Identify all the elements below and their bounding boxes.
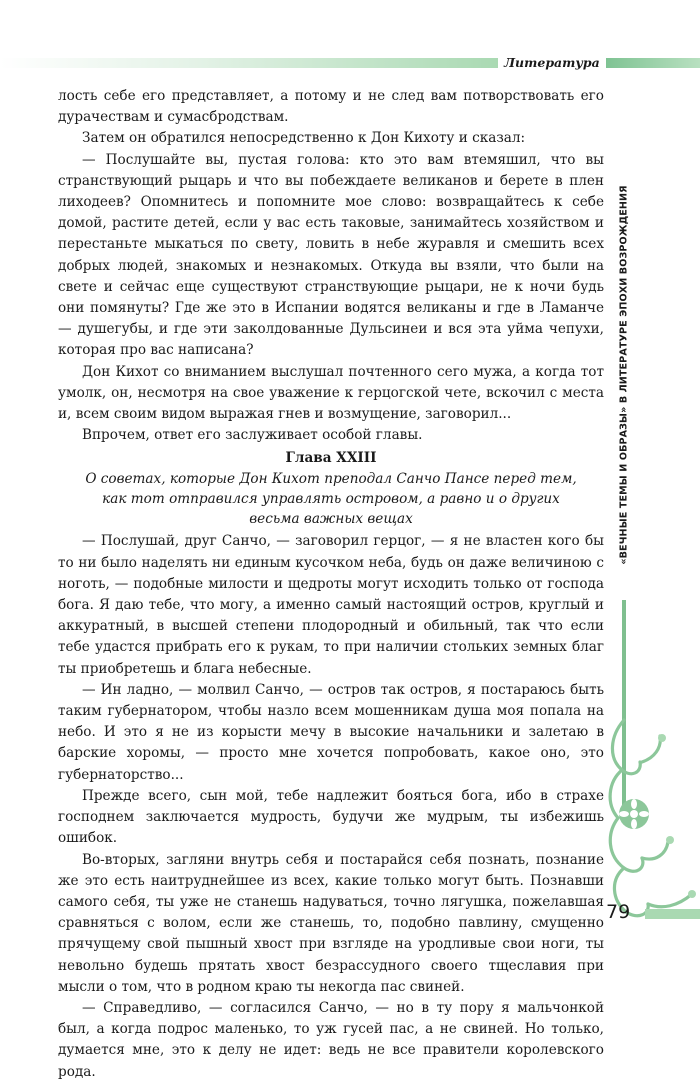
paragraph: лость себе его представляет, а потому и не след вам потворствовать его дурачествам и сумасбродствам.	[58, 88, 604, 126]
floral-ornament-icon	[602, 718, 700, 928]
side-section-title	[617, 150, 631, 600]
header-label	[498, 54, 623, 72]
chapter-subtitle-line: как тот отправился управлять островом, а равно и о других	[102, 491, 560, 508]
paragraph: Во-вторых, загляни внутрь себя и постарайся себя познать, познание же это есть наитруднейшее из всех, какие только могут быть. Познавши самого себя, ты уже не станешь надуваться, точно лягушка, пожелавшая сравняться с волом, если же станешь, то, подобно павлину, смущенно прячущему свой пышный хвост при взгляде на уродливые свои ноги, ты невольно будешь прятать хвост безрассудного своего тщеславия при мысли о том, что в родном краю ты некогда пас свиней.	[58, 851, 604, 995]
side-section-title-text: «ВЕЧНЫЕ ТЕМЫ И ОБРАЗЫ» В ЛИТЕРАТУРЕ ЭПОХИ ВОЗРОЖДЕНИЯ	[618, 185, 630, 565]
header-gradient-right	[606, 58, 700, 68]
page-body	[58, 86, 604, 1083]
page-number: 79	[606, 901, 631, 923]
chapter-subtitle-line: весьма важных вещах	[249, 511, 413, 528]
paragraph: — Справедливо, — согласился Санчо, — но в ту пору я мальчонкой был, а когда подрос маленько, то уж гусей пас, а не свиней. Но только, думается мне, это к делу не идет: ведь не все правители королевского рода.	[58, 999, 604, 1080]
paragraph: — Послушайте вы, пустая голова: кто это вам втемяшил, что вы странствующий рыцарь и что вы побеждаете великанов и берете в плен лиходеев? Опомнитесь и попомните мое слово: возвращайтесь к себе домой, растите детей, если у вас есть таковые, занимайтесь хозяйством и перестаньте мыкаться по свету, ловить в небе журавля и смешить всех добрых людей, знакомых и незнакомых. Откуда вы взяли, что были на свете и сейчас еще существуют странствующие рыцари, не к ночи будь они помянуты? Где же это в Испании водятся великаны и где в Ламанче — душегубы, и где эти заколдованные Дульсинеи и вся эта уйма чепухи, которая про вас написана?	[58, 151, 604, 359]
paragraph: — Ин ладно, — молвил Санчо, — остров так остров, я постараюсь быть таким губернатором, чтобы назло всем мошенникам душа моя попала на небо. И это я не из корысти мечу в высокие начальники и залетаю в барские хоромы, — просто мне хочется попробовать, какое оно, это губернаторство...	[58, 681, 604, 783]
paragraph: Прежде всего, сын мой, тебе надлежит бояться бога, ибо в страхе господнем заключается мудрость, будучи же мудрым, ты избежишь ошибок.	[58, 787, 604, 847]
chapter-subtitle-line: О советах, которые Дон Кихот преподал Санчо Пансе перед тем,	[85, 471, 577, 488]
running-header	[0, 54, 700, 72]
header-section: Литература	[504, 55, 600, 70]
chapter-subtitle	[58, 469, 604, 529]
paragraph: Впрочем, ответ его заслуживает особой главы.	[82, 427, 423, 444]
footer-accent-bar	[645, 909, 700, 919]
chapter-title: Глава XXIII	[285, 450, 377, 467]
paragraph: Дон Кихот со вниманием выслушал почтенного сего мужа, а когда тот умолк, он, несмотря на свое уважение к герцогской чете, вскочил с места и, всем своим видом выражая гнев и возмущение, заговорил...	[58, 363, 604, 423]
paragraph: Затем он обратился непосредственно к Дон Кихоту и сказал:	[82, 130, 526, 147]
header-gradient-left	[0, 58, 500, 68]
paragraph: — Послушай, друг Санчо, — заговорил герцог, — я не властен кого бы то ни было наделять ни единым кусочком неба, будь он даже величиною с ноготь, — подобные милости и щедроты могут исходить только от господа бога. Я даю тебе, что могу, а именно самый настоящий остров, круглый и аккуратный, в высшей степени плодородный и обильный, так что если тебе удастся прибрать его к рукам, то при наличии стольких земных благ ты приобретешь и блага небесные.	[58, 533, 604, 677]
